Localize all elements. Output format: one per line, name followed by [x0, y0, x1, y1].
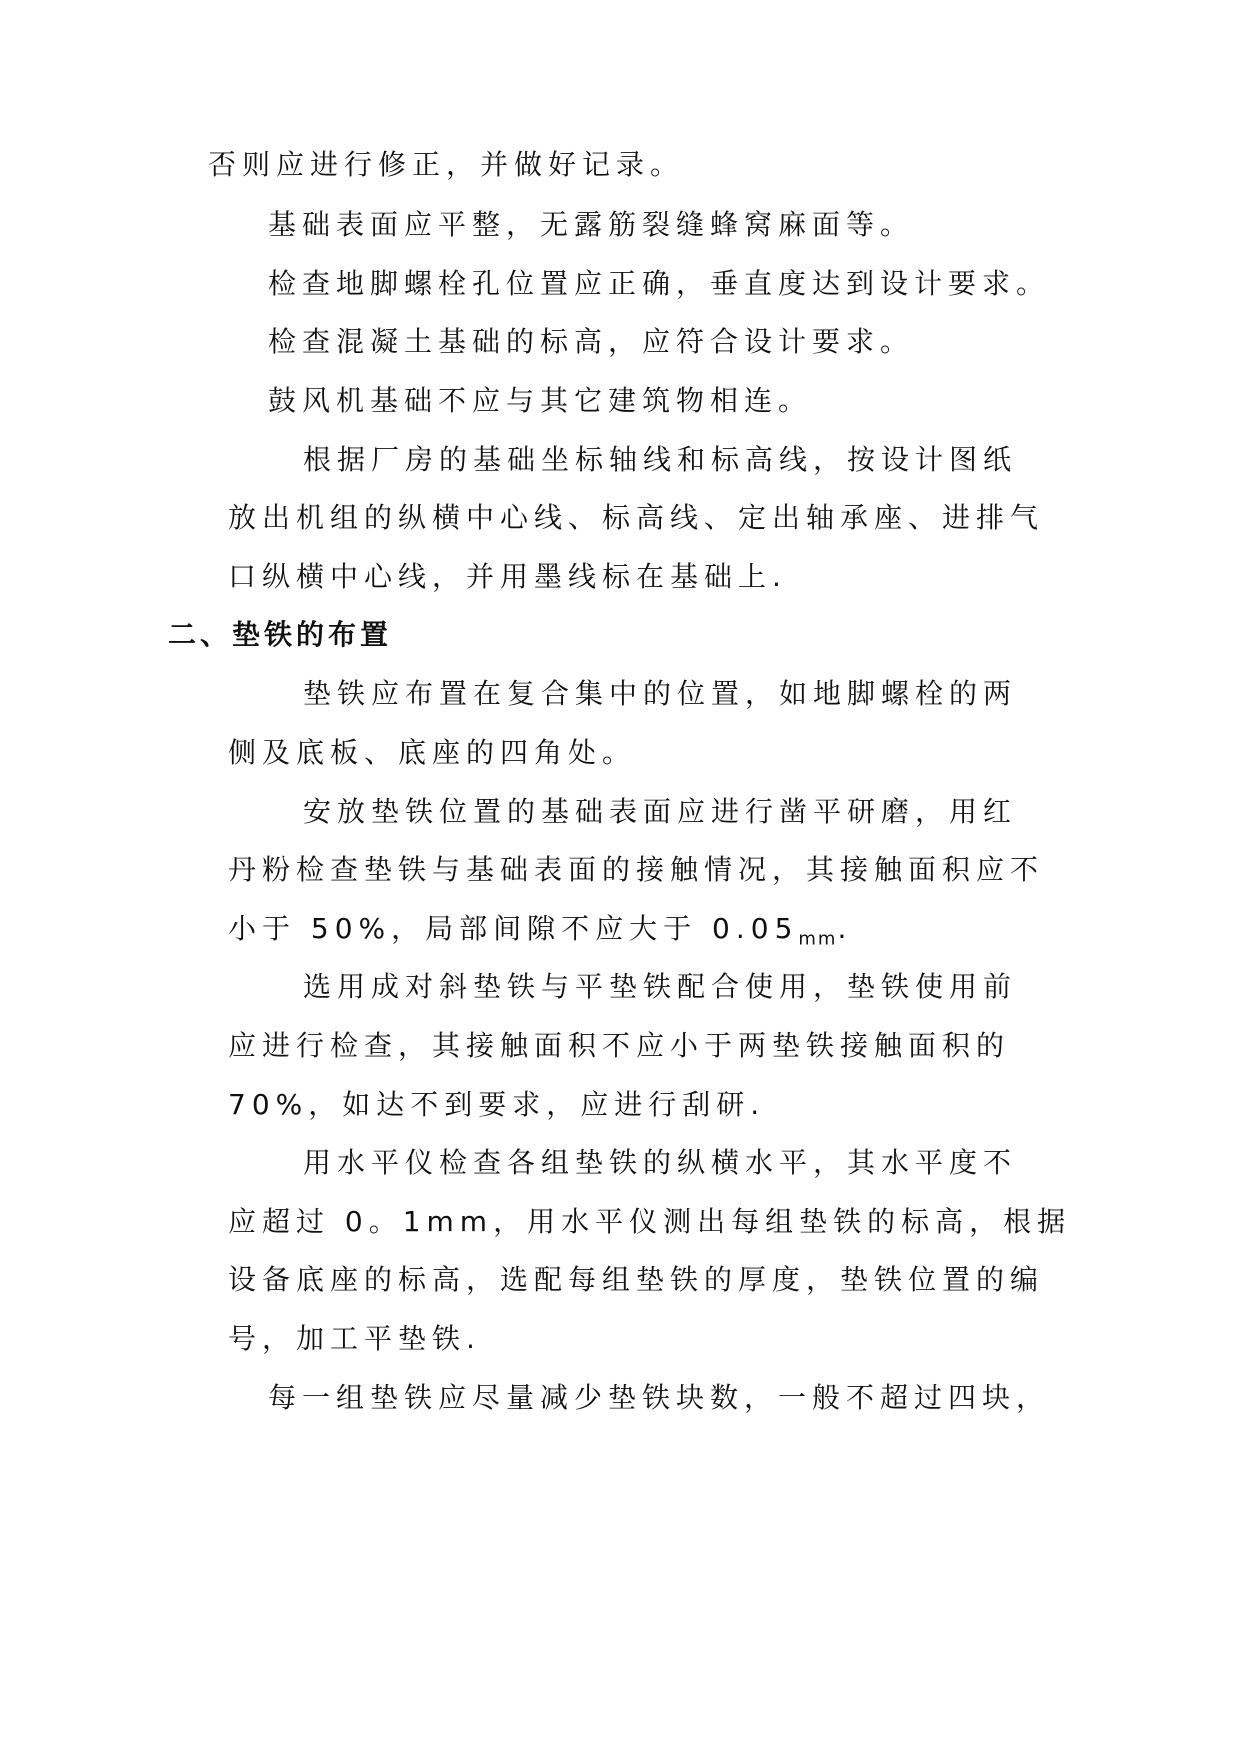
text-line-2: 基础表面应平整，无露筋裂缝蜂窝麻面等。: [268, 208, 915, 241]
text-line-21: 每一组垫铁应尽量减少垫铁块数，一般不超过四块，: [268, 1381, 1051, 1414]
text-line-13: [228, 909, 852, 960]
text-line-1: 否则应进行修正，并做好记录。: [208, 148, 685, 181]
text-line-18: 应超过 0。1mm，用水平仪测出每组垫铁的标高，根据: [228, 1205, 1072, 1238]
text-line-17: 用水平仪检查各组垫铁的纵横水平，其水平度不: [303, 1146, 1018, 1179]
text-line-20: 号，加工平垫铁.: [228, 1322, 481, 1355]
text-line-12: 丹粉检查垫铁与基础表面的接触情况，其接触面积应不: [228, 853, 1045, 886]
text-line-10: 侧及底板、底座的四角处。: [228, 736, 637, 769]
unit-period: .: [837, 912, 853, 945]
text-line-11: 安放垫铁位置的基础表面应进行凿平研磨，用红: [303, 795, 1018, 828]
section-heading: 二、垫铁的布置: [168, 618, 393, 651]
text-line-13-main: 小于 50%，局部间隙不应大于 0.05: [228, 912, 799, 945]
text-line-7: 放出机组的纵横中心线、标高线、定出轴承座、进排气: [228, 501, 1045, 534]
text-line-16: 70%，如达不到要求，应进行刮研.: [228, 1088, 766, 1121]
text-line-19: 设备底座的标高，选配每组垫铁的厚度，垫铁位置的编: [228, 1263, 1045, 1296]
text-line-4: 检查混凝土基础的标高，应符合设计要求。: [268, 325, 915, 358]
text-line-15: 应进行检查，其接触面积不应小于两垫铁接触面积的: [228, 1029, 1011, 1062]
text-line-9: 垫铁应布置在复合集中的位置，如地脚螺栓的两: [303, 677, 1018, 710]
text-line-3: 检查地脚螺栓孔位置应正确，垂直度达到设计要求。: [268, 267, 1051, 300]
text-line-14: 选用成对斜垫铁与平垫铁配合使用，垫铁使用前: [303, 970, 1018, 1003]
unit-subscript: mm: [798, 928, 838, 950]
text-line-5: 鼓风机基础不应与其它建筑物相连。: [268, 384, 813, 417]
text-line-6: 根据厂房的基础坐标轴线和标高线，按设计图纸: [303, 443, 1018, 476]
text-line-8: 口纵横中心线，并用墨线标在基础上.: [228, 560, 787, 593]
